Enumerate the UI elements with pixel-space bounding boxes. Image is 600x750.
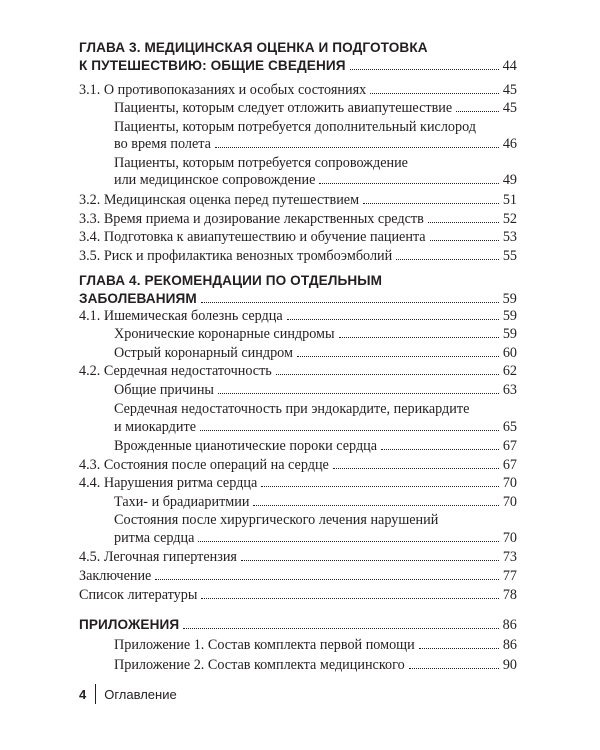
toc-entry-4-3[interactable] (79, 455, 517, 475)
page-number: 59 (502, 308, 517, 324)
dot-leader (409, 668, 499, 669)
page-number: 53 (502, 229, 517, 245)
dot-leader (253, 505, 498, 506)
toc-entry-label: во время полета (114, 136, 211, 152)
toc-entry-label: 4.1. Ишемическая болезнь сердца (79, 308, 283, 324)
toc-entry-4-2-c[interactable] (114, 436, 517, 456)
dot-leader (363, 203, 499, 204)
dot-leader (319, 183, 498, 184)
page-number: 46 (502, 136, 517, 152)
chapter-4-title-line2: ЗАБОЛЕВАНИЯМ (79, 291, 197, 306)
toc-entry-label: Тахи- и брадиаритмии (114, 494, 250, 510)
toc-entry-appendix-2[interactable] (114, 655, 517, 675)
toc-entry-references[interactable] (79, 585, 517, 605)
page-footer (79, 683, 177, 705)
dot-leader (333, 468, 499, 469)
page-number: 45 (502, 82, 517, 98)
chapter-3-title-line2: К ПУТЕШЕСТВИЮ: ОБЩИЕ СВЕДЕНИЯ (79, 58, 346, 73)
toc-entry-3-2[interactable] (79, 190, 517, 210)
page-number: 52 (502, 211, 517, 227)
page-number: 86 (502, 637, 517, 653)
dot-leader (261, 486, 499, 487)
toc-entry-4-1-b[interactable] (114, 343, 517, 363)
toc-entry-label: ПРИЛОЖЕНИЯ (79, 617, 180, 632)
page-number: 55 (502, 248, 517, 264)
page-number: 44 (502, 58, 517, 74)
dot-leader (201, 302, 499, 303)
page-number: 60 (502, 345, 517, 361)
toc-entry-3-1-b[interactable] (114, 134, 517, 154)
toc-entry-4-5[interactable] (79, 547, 517, 567)
page-number: 90 (502, 657, 517, 673)
toc-entry-label: Приложение 1. Состав комплекта первой помощи (114, 637, 415, 653)
toc-entry-label: 3.5. Риск и профилактика венозных тромбоэмболий (79, 248, 393, 264)
page-number: 59 (502, 326, 517, 342)
toc-entry-3-1-c[interactable] (114, 170, 517, 190)
dot-leader (276, 374, 499, 375)
dot-leader (370, 93, 499, 94)
toc-entry-label: Общие причины (114, 382, 214, 398)
toc-entry-3-4[interactable] (79, 227, 517, 247)
toc-entry-3-1-b-line1: Пациенты, которым потребуется дополнительный кислород (114, 119, 477, 135)
toc-entry-4-2-b[interactable] (114, 417, 517, 437)
toc-entry-3-3[interactable] (79, 209, 517, 229)
toc-entry-4-2-b-line1: Сердечная недостаточность при эндокардите, перикардите (114, 401, 470, 417)
page-number: 73 (502, 549, 517, 565)
toc-entry-4-2-a[interactable] (114, 380, 517, 400)
dot-leader (430, 240, 499, 241)
page-number: 63 (502, 382, 517, 398)
page-number: 86 (502, 617, 517, 633)
footer-section-label: Оглавление (104, 686, 177, 702)
toc-entry-4-4[interactable] (79, 473, 517, 493)
toc-entry-3-1-a[interactable] (114, 98, 517, 118)
dot-leader (287, 319, 499, 320)
toc-entry-3-1[interactable] (79, 80, 517, 100)
toc-entry-label: Врожденные цианотические пороки сердца (114, 438, 378, 454)
toc-entry-label: 3.3. Время приема и дозирование лекарственных средств (79, 211, 424, 227)
toc-entry-label: Заключение (79, 568, 152, 584)
dot-leader (419, 648, 499, 649)
page-number: 49 (502, 172, 517, 188)
toc-entry-label: Хронические коронарные синдромы (114, 326, 335, 342)
dot-leader (183, 628, 498, 629)
page-number: 59 (502, 291, 517, 307)
toc-entry-label: 4.2. Сердечная недостаточность (79, 363, 272, 379)
toc-entry-4-4-b-line1: Состояния после хирургического лечения нарушений (114, 512, 439, 528)
page-number: 62 (502, 363, 517, 379)
toc-entry-label: 4.4. Нарушения ритма сердца (79, 475, 258, 491)
page-number: 70 (502, 494, 517, 510)
dot-leader (350, 69, 499, 70)
toc-entry-label: 3.4. Подготовка к авиапутешествию и обучение пациента (79, 229, 426, 245)
dot-leader (200, 430, 499, 431)
dot-leader (428, 222, 499, 223)
footer-divider (95, 684, 96, 704)
dot-leader (339, 337, 499, 338)
page-number: 51 (502, 192, 517, 208)
toc-entry-label: или медицинское сопровождение (114, 172, 316, 188)
chapter-3-title-line1: ГЛАВА 3. МЕДИЦИНСКАЯ ОЦЕНКА И ПОДГОТОВКА (79, 40, 428, 55)
dot-leader (456, 111, 499, 112)
toc-entry-4-2[interactable] (79, 361, 517, 381)
page-number: 70 (502, 475, 517, 491)
toc-entry-label: Острый коронарный синдром (114, 345, 293, 361)
page-number: 67 (502, 438, 517, 454)
page-number: 65 (502, 419, 517, 435)
toc-entry-label: 3.1. О противопоказаниях и особых состояниях (79, 82, 367, 98)
dot-leader (155, 579, 498, 580)
dot-leader (218, 393, 499, 394)
toc-entry-label: Список литературы (79, 587, 198, 603)
page-number: 45 (502, 100, 517, 116)
toc-entry-3-5[interactable] (79, 246, 517, 266)
page-number: 78 (502, 587, 517, 603)
chapter-3-title[interactable] (79, 56, 517, 76)
toc-entry-4-4-a[interactable] (114, 492, 517, 512)
dot-leader (381, 449, 499, 450)
toc-entry-label: 3.2. Медицинская оценка перед путешествием (79, 192, 360, 208)
dot-leader (297, 356, 499, 357)
toc-entry-appendix-1[interactable] (114, 635, 517, 655)
toc-entry-label: Приложение 2. Состав комплекта медицинского (114, 657, 405, 673)
toc-entry-4-1[interactable] (79, 306, 517, 326)
toc-entry-4-1-a[interactable] (114, 324, 517, 344)
toc-entry-label: ритма сердца (114, 530, 195, 546)
toc-entry-label: 4.5. Легочная гипертензия (79, 549, 237, 565)
toc-entry-label: 4.3. Состояния после операций на сердце (79, 457, 329, 473)
chapter-4-title-line1: ГЛАВА 4. РЕКОМЕНДАЦИИ ПО ОТДЕЛЬНЫМ (79, 273, 383, 288)
toc-entry-label: и миокардите (114, 419, 196, 435)
toc-entry-3-1-c-line1: Пациенты, которым потребуется сопровождение (114, 155, 408, 171)
page-number: 77 (502, 568, 517, 584)
toc-entry-appendices[interactable] (79, 615, 517, 635)
toc-entry-4-4-b[interactable] (114, 528, 517, 548)
dot-leader (215, 147, 499, 148)
toc-entry-label: Пациенты, которым следует отложить авиапутешествие (114, 100, 453, 116)
dot-leader (396, 259, 499, 260)
dot-leader (201, 598, 498, 599)
page-number: 70 (502, 530, 517, 546)
toc-entry-conclusion[interactable] (79, 566, 517, 586)
dot-leader (198, 541, 498, 542)
footer-page-number: 4 (79, 686, 87, 702)
dot-leader (241, 560, 499, 561)
page-number: 67 (502, 457, 517, 473)
